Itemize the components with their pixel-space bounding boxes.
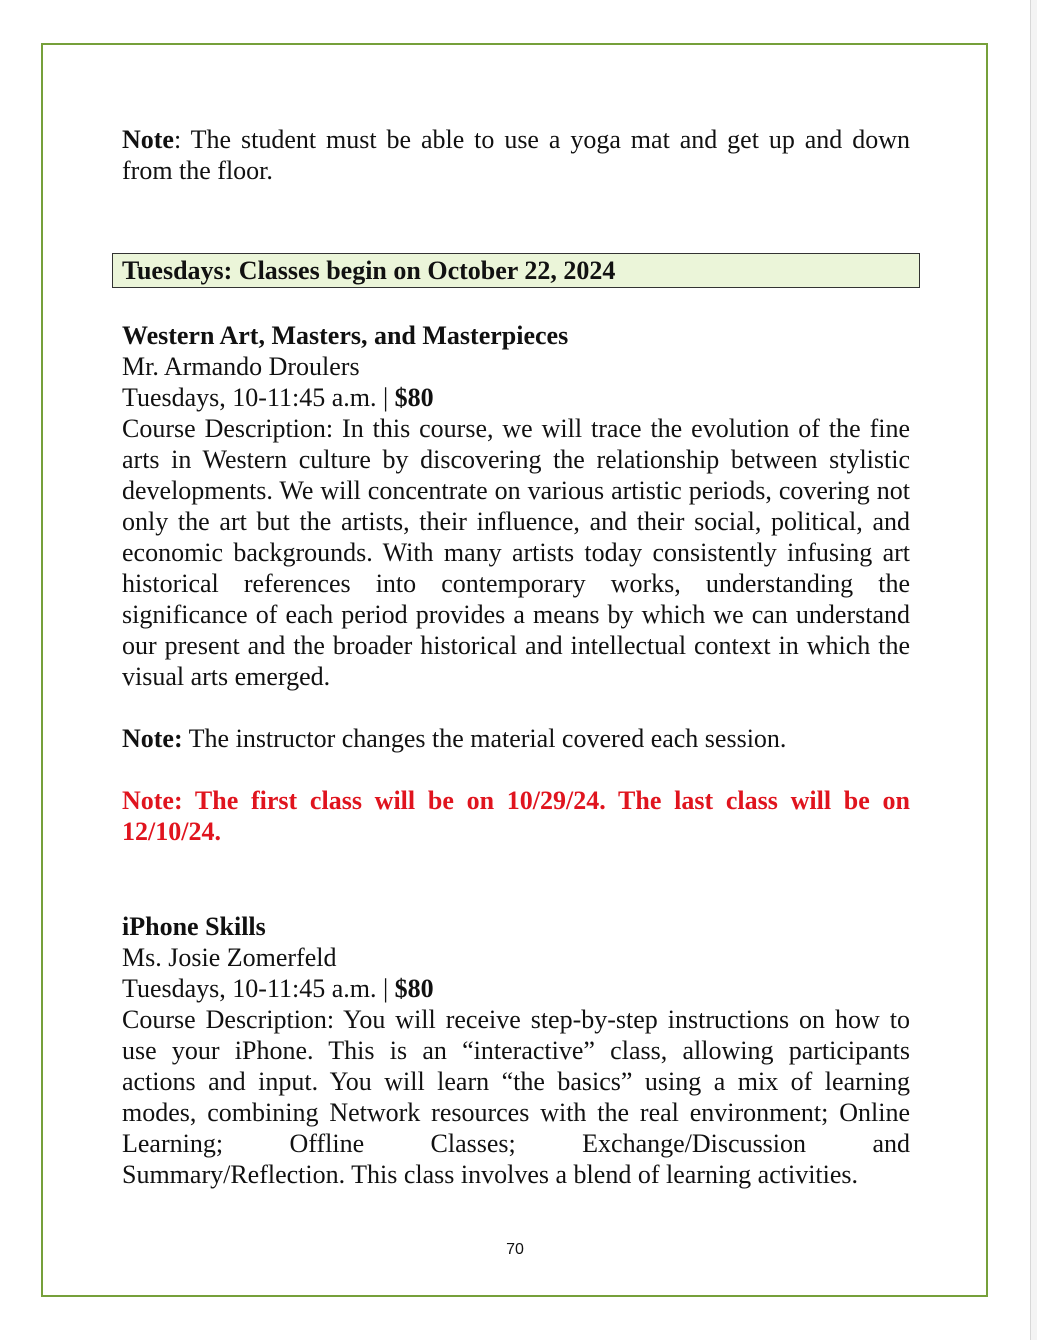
section-banner-tuesdays: Tuesdays: Classes begin on October 22, 2024 (112, 253, 920, 288)
schedule-text: Tuesdays, 10-11:45 a.m. | (122, 383, 395, 412)
instructor-note-label: Note: (122, 724, 183, 753)
course-description: Course Description: In this course, we will trace the evolution of the fine arts in Western culture by discovering the relationship between stylistic developments. We will concentrate on various artistic periods, covering not only the art but the artists, their influence, and their social, political, and economic backgrounds. With many artists today consistently infusing art historical references into contemporary works, understanding the significance of each period provides a means by which we can understand our present and the broader historical and intellectual context in which the visual arts emerged. (122, 414, 910, 691)
yoga-note-label: Note (122, 125, 174, 154)
course-western-art (122, 320, 910, 847)
instructor-note-text: The instructor changes the material covered each session. (182, 724, 787, 753)
instructor-note (122, 723, 910, 754)
course-price: $80 (394, 383, 434, 412)
page-number: 70 (506, 1241, 524, 1258)
course-instructor: Ms. Josie Zomerfeld (122, 943, 337, 972)
schedule-text: Tuesdays, 10-11:45 a.m. | (122, 974, 395, 1003)
top-note-block (122, 124, 910, 186)
first-last-class-note: Note: The first class will be on 10/29/24. The last class will be on 12/10/24. (122, 786, 910, 846)
yoga-note-text: : The student must be able to use a yoga mat and get up and down from the floor. (122, 125, 910, 185)
course-instructor: Mr. Armando Droulers (122, 352, 360, 381)
course-price: $80 (394, 974, 434, 1003)
course-title: iPhone Skills (122, 912, 266, 941)
yoga-mat-note (122, 124, 910, 186)
course-description-last-line: Summary/Reflection. This class involves a blend of learning activities. (122, 1160, 859, 1189)
course-description: Course Description: You will receive step-by-step instructions on how to use your iPhone. This is an “interactive” class, allowing participants actions and input. You will learn “the basics” using a mix of learning modes, combining Network resources with the real environment; Online Learning; Offline Classes; Exchange/Discussion and (122, 1005, 910, 1158)
spacer (122, 692, 910, 723)
course-schedule (122, 973, 910, 1004)
course-title: Western Art, Masters, and Masterpieces (122, 321, 569, 350)
course-iphone-skills (122, 911, 910, 1190)
course-schedule (122, 382, 910, 413)
spacer (122, 754, 910, 785)
